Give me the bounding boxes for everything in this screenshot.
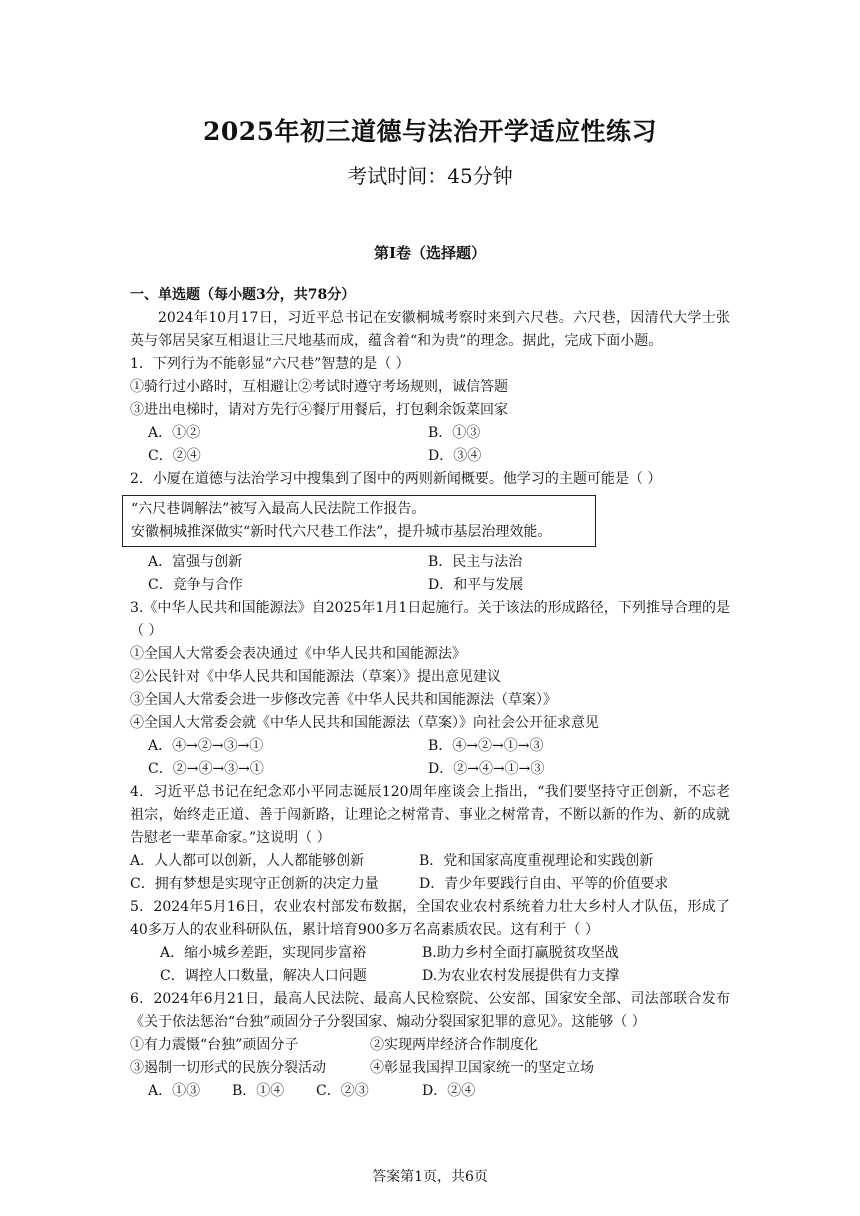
q6-option-a: A．①③ [148, 1083, 201, 1099]
q2-options-row [130, 551, 730, 574]
q4-option-b: B．党和国家高度重视理论和实践创新 [419, 853, 654, 869]
q2-option-b: B．民主与法治 [428, 554, 523, 570]
q2-options-row [130, 574, 730, 597]
q1-stem: 1．下列行为不能彰显“六尺巷”智慧的是（ ） [130, 356, 410, 372]
page-title: 2025年初三道德与法治开学适应性练习 [202, 117, 658, 146]
q6-option-b: B．①④ [232, 1083, 285, 1099]
q1-item: ③进出电梯时，请对方先行④餐厅用餐后，打包剩余饭菜回家 [130, 402, 508, 418]
q1-option-b: B．①③ [428, 425, 481, 441]
news-box [122, 495, 596, 547]
q1-options-row [130, 422, 730, 445]
q5-options-row [130, 965, 730, 988]
q3-item: ③全国人大常委会进一步修改完善《中华人民共和国能源法（草案）》 [130, 692, 557, 708]
q4-option-c: C．拥有梦想是实现守正创新的决定力量 [130, 876, 379, 892]
part-header: 一、单选题（每小题3分，共78分） [130, 287, 356, 303]
section-title: 第Ⅰ卷（选择题） [373, 244, 487, 262]
q4-option-d: D．青少年要践行自由、平等的价值要求 [419, 876, 669, 892]
q6-item: ④彰显我国捍卫国家统一的坚定立场 [370, 1060, 594, 1076]
q6-items-row [130, 1034, 730, 1057]
q4-option-a: A．人人都可以创新，人人都能够创新 [130, 853, 365, 869]
q4-stem: 4．习近平总书记在纪念邓小平同志诞辰120周年座谈会上指出，“我们要坚持守正创新，不忘老祖宗，始终走正道、善于闯新路，让理论之树常青、事业之树常青，不断以新的作为、新的成就告慰老一辈革命家。”这说明（ ） [130, 784, 730, 846]
q1-item: ①骑行过小路时，互相避让②考试时遵守考场规则，诚信答题 [130, 379, 508, 395]
material-paragraph: 2024年10月17日，习近平总书记在安徽桐城考察时来到六尺巷。六尺巷，因清代大学士张英与邻居吴家互相退让三尺地基而成，蕴含着“和为贵”的理念。据此，完成下面小题。 [130, 310, 730, 349]
q5-options-row [130, 942, 730, 965]
q2-option-d: D．和平与发展 [428, 577, 524, 593]
q5-stem: 5．2024年5月16日，农业农村部发布数据，全国农业农村系统着力壮大乡村人才队伍，形成了40多万人的农业科研队伍，累计培育900多万名高素质农民。这有利于（ ） [130, 899, 730, 938]
q3-option-c: C．②→④→③→① [148, 761, 264, 777]
q3-item: ①全国人大常委会表决通过《中华人民共和国能源法》 [130, 646, 466, 662]
q6-item: ③遏制一切形式的民族分裂活动 [130, 1060, 326, 1076]
q4-options-row [130, 850, 730, 873]
news-item: “六尺巷调解法”被写入最高人民法院工作报告。 [131, 501, 426, 517]
question-content [130, 284, 730, 1103]
q1-options-row [130, 445, 730, 468]
q3-option-b: B．④→②→①→③ [428, 738, 544, 754]
q3-item: ④全国人大常委会就《中华人民共和国能源法（草案）》向社会公开征求意见 [130, 715, 599, 731]
q5-option-c: C．调控人口数量，解决人口问题 [160, 968, 367, 984]
q3-option-d: D．②→④→①→③ [428, 761, 545, 777]
q6-items-row [130, 1057, 730, 1080]
exam-time: 考试时间：45分钟 [347, 164, 513, 188]
q1-option-c: C．②④ [148, 448, 201, 464]
q6-stem: 6．2024年6月21日，最高人民法院、最高人民检察院、公安部、国家安全部、司法部联合发布《关于依法惩治“台独”顽固分子分裂国家、煽动分裂国家犯罪的意见》。这能够（ ） [130, 991, 730, 1030]
q3-option-a: A．④→②→③→① [148, 738, 264, 754]
q5-option-b: B.助力乡村全面打赢脱贫攻坚战 [422, 945, 619, 961]
q5-option-d: D.为农业农村发展提供有力支撑 [422, 968, 620, 984]
q4-options-row [130, 873, 730, 896]
q3-stem: 3.《中华人民共和国能源法》自2025年1月1日起施行。关于该法的形成路径，下列推导合理的是（ ） [130, 600, 730, 639]
q6-option-c: C．②③ [316, 1083, 369, 1099]
q3-options-row [130, 735, 730, 758]
q6-option-d: D．②④ [422, 1083, 476, 1099]
q6-item: ①有力震慑“台独”顽固分子 [130, 1037, 299, 1053]
news-item: 安徽桐城推深做实“新时代六尺巷工作法”，提升城市基层治理效能。 [131, 524, 552, 540]
q1-option-d: D．③④ [428, 448, 482, 464]
q3-item: ②公民针对《中华人民共和国能源法（草案）》提出意见建议 [130, 669, 501, 685]
q5-option-a: A．缩小城乡差距，实现同步富裕 [160, 945, 367, 961]
q6-item: ②实现两岸经济合作制度化 [370, 1037, 538, 1053]
q2-stem: 2．小厦在道德与法治学习中搜集到了图中的两则新闻概要。他学习的主题可能是（ ） [130, 471, 662, 487]
q1-option-a: A．①② [148, 425, 201, 441]
q2-option-c: C．竞争与合作 [148, 577, 243, 593]
q2-option-a: A．富强与创新 [148, 554, 243, 570]
q3-options-row [130, 758, 730, 781]
page-footer: 答案第1页，共6页 [372, 1169, 488, 1185]
q6-options-row [130, 1080, 730, 1103]
